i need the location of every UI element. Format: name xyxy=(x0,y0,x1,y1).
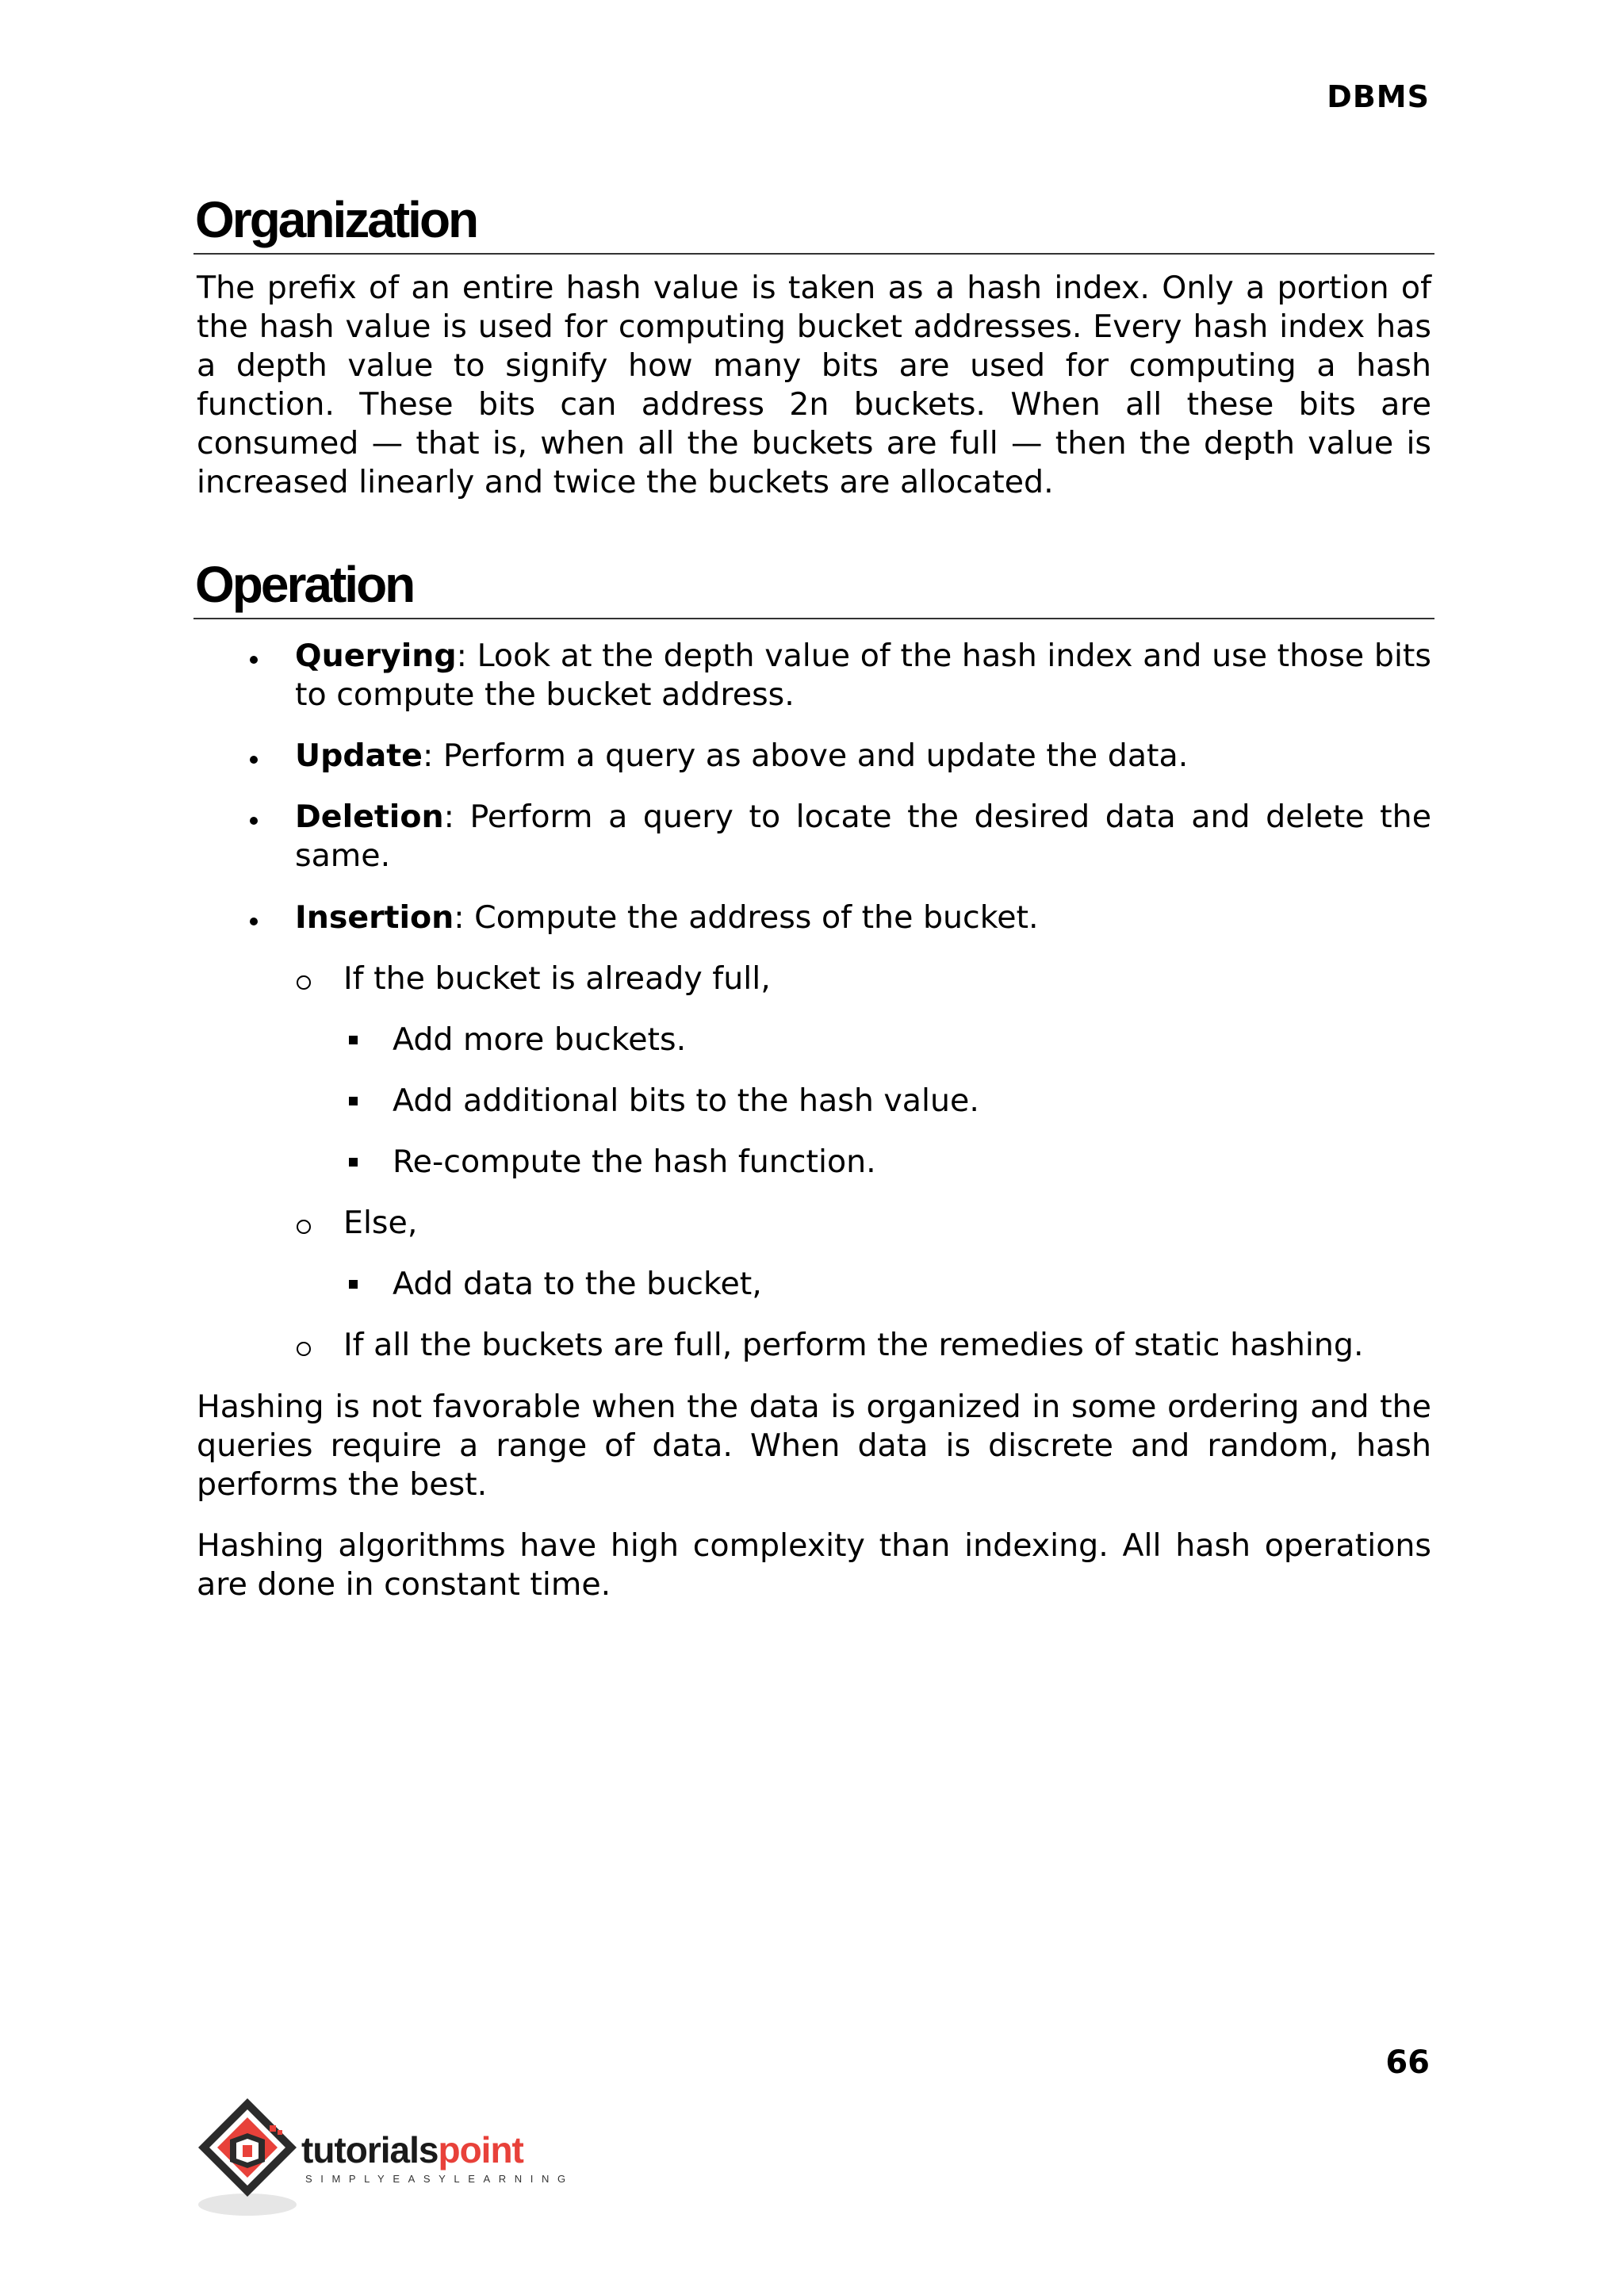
sub-item-text: Else, xyxy=(343,1205,418,1241)
logo-word-tutorials: tutorials xyxy=(301,2129,439,2170)
term-label: Querying xyxy=(295,638,457,674)
hollow-circle-bullet-icon xyxy=(297,1342,311,1356)
logo-wordmark xyxy=(301,2128,523,2171)
hollow-circle-bullet-icon xyxy=(297,975,311,990)
bullet-dot-icon xyxy=(250,756,258,764)
bullet-dot-icon xyxy=(250,918,258,925)
step-item xyxy=(197,1265,1431,1305)
section-title-organization: Organization xyxy=(193,194,1434,255)
page-number: 66 xyxy=(1385,2044,1430,2081)
sub-item-if-full xyxy=(197,960,1431,999)
list-item-text xyxy=(295,798,1431,875)
closing-paragraph-1: Hashing is not favorable when the data is organized in some ordering and the queries require a range of data. When data is discrete and random, hash performs the best. xyxy=(197,1389,1431,1503)
closing-section xyxy=(197,1388,1431,1604)
step-item xyxy=(197,1143,1431,1182)
square-bullet-icon xyxy=(349,1036,358,1044)
sub-item-else xyxy=(197,1204,1431,1243)
list-item-deletion xyxy=(197,798,1431,877)
logo-word-point: point xyxy=(438,2129,523,2170)
sub-item-text: If the bucket is already full, xyxy=(343,960,771,997)
list-item-text xyxy=(295,898,1431,937)
bullet-dot-icon xyxy=(250,656,258,664)
step-text: Re-compute the hash function. xyxy=(393,1144,876,1180)
step-text: Add more buckets. xyxy=(393,1021,687,1058)
hollow-circle-bullet-icon xyxy=(297,1220,311,1234)
step-text: Add data to the bucket, xyxy=(393,1266,762,1302)
section-title-operation: Operation xyxy=(193,559,1434,619)
running-header: DBMS xyxy=(1327,79,1430,114)
square-bullet-icon xyxy=(349,1280,358,1289)
term-label: Deletion xyxy=(295,799,444,835)
square-bullet-icon xyxy=(349,1097,358,1105)
list-item-update xyxy=(197,737,1431,776)
operation-section xyxy=(195,556,1431,619)
bullet-dot-icon xyxy=(250,817,258,825)
term-label: Update xyxy=(295,738,423,774)
closing-paragraph-2: Hashing algorithms have high complexity than indexing. All hash operations are done in constant time. xyxy=(197,1527,1431,1603)
term-description: : Perform a query to locate the desired data and delete the same. xyxy=(295,799,1431,874)
square-bullet-icon xyxy=(349,1158,358,1167)
step-item xyxy=(197,1082,1431,1121)
step-text: Add additional bits to the hash value. xyxy=(393,1082,979,1119)
organization-paragraph: The prefix of an entire hash value is taken as a hash index. Only a portion of the hash value is used for computing bucket addresses. Every hash index has a depth value to signify how many bits are used for computing a hash function. These bits can address 2n buckets. When all these bits are consumed — that is, when all the buckets are full — then the depth value is increased linearly and twice the buckets are allocated. xyxy=(197,270,1431,500)
term-description: : Compute the address of the bucket. xyxy=(454,899,1039,936)
term-description: : Look at the depth value of the hash index and use those bits to compute the bucket address. xyxy=(295,638,1431,713)
sub-item-all-full xyxy=(197,1326,1431,1366)
list-item-text xyxy=(295,737,1431,776)
list-item-insertion xyxy=(197,898,1431,938)
term-label: Insertion xyxy=(295,899,454,936)
list-item-querying xyxy=(197,637,1431,716)
tutorialspoint-logo xyxy=(190,2094,587,2220)
term-description: : Perform a query as above and update the data. xyxy=(422,738,1189,774)
organization-section xyxy=(195,191,1431,502)
list-item-text xyxy=(295,637,1431,715)
sub-item-text: If all the buckets are full, perform the remedies of static hashing. xyxy=(343,1327,1364,1363)
logo-diamond-icon xyxy=(190,2094,301,2220)
step-item xyxy=(197,1021,1431,1060)
logo-tagline: SIMPLYEASYLEARNING xyxy=(305,2173,574,2185)
